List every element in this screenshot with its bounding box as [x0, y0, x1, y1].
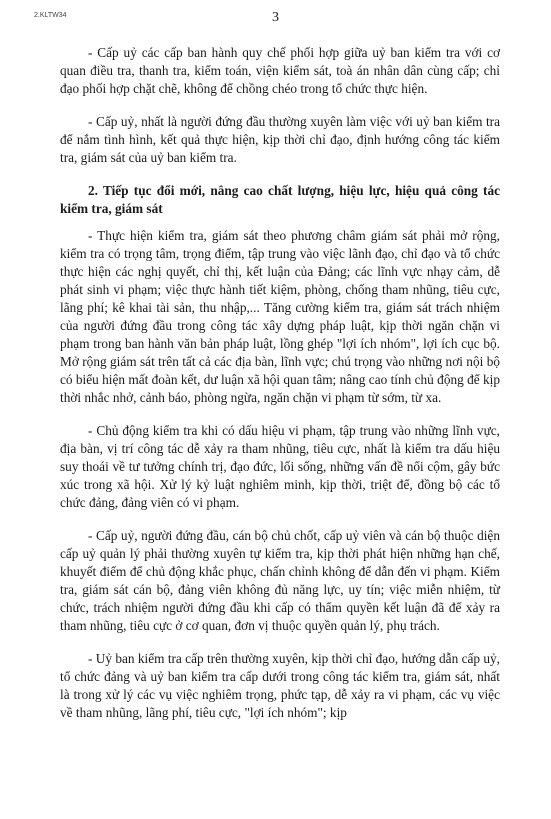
paragraph-proactive-inspection: - Chủ động kiểm tra khi có dấu hiệu vi phạm, tập trung vào những lĩnh vực, địa bàn, vị trí công tác dễ xảy ra tham nhũng, tiêu cực, nhất là kiểm tra dấu hiệu suy thoái về tư tưởng chính trị, đạo đức, lối sống, những vấn đề nổi cộm, gây bức xúc trong xã hội. Xử lý kỷ luật nghiêm minh, kịp thời, triệt để, đồng bộ các tổ chức đảng, đảng viên có vi phạm.: [60, 423, 500, 510]
page-number: 3: [272, 10, 279, 25]
paragraph-self-inspection: - Cấp uỷ, người đứng đầu, cán bộ chủ chốt, cấp uỷ viên và cán bộ thuộc diện cấp uỷ quản lý phải thường xuyên tự kiểm tra, kịp thời phát hiện những hạn chế, khuyết điểm để chủ động khắc phục, chấn chỉnh không để dẫn đến vi phạm. Kiểm tra, giám sát cán bộ, đảng viên không đủ năng lực, uy tín; việc miễn nhiệm, từ chức, trách nhiệm người đứng đầu khi cấp có thẩm quyền kết luận đã để xảy ra tham nhũng, tiêu cực ở cơ quan, đơn vị thuộc quyền quản lý, phụ trách.: [60, 528, 500, 633]
section-heading: 2. Tiếp tục đổi mới, nâng cao chất lượng, hiệu lực, hiệu quả công tác kiểm tra, giám sát: [60, 183, 500, 216]
doc-code: 2.KLTW34: [34, 12, 67, 19]
paragraph-coordination-rules: - Cấp uỷ các cấp ban hành quy chế phối hợp giữa uỷ ban kiểm tra với cơ quan điều tra, thanh tra, kiểm toán, viện kiểm sát, toà án nhân dân cùng cấp; chỉ đạo phối hợp chặt chẽ, không để chồng chéo trong tổ chức thực hiện.: [60, 45, 500, 96]
paragraph-supervision-principle: - Thực hiện kiểm tra, giám sát theo phương châm giám sát phải mở rộng, kiểm tra có trọng tâm, trọng điểm, tập trung vào việc lãnh đạo, chỉ đạo và tổ chức thực hiện các nghị quyết, chỉ thị, kết luận của Đảng; các lĩnh vực nhạy cảm, dễ phát sinh vi phạm; việc thực hành tiết kiệm, phòng, chống tham nhũng, tiêu cực, lãng phí; kê khai tài sản, thu nhập,... Tăng cường kiểm tra, giám sát trách nhiệm của người đứng đầu trong công tác xây dựng pháp luật, kịp thời ngăn chặn vi phạm trong ban hành văn bản pháp luật, lồng ghép "lợi ích nhóm", lợi ích cục bộ. Mở rộng giám sát trên tất cả các địa bàn, lĩnh vực; chú trọng vào những nơi nội bộ có biểu hiện mất đoàn kết, dư luận xã hội quan tâm; nâng cao tính chủ động để kịp thời nhắc nhở, cảnh báo, phòng ngừa, ngăn chặn vi phạm từ sớm, từ xa.: [60, 228, 500, 405]
paragraph-upper-committee: - Uỷ ban kiểm tra cấp trên thường xuyên, kịp thời chỉ đạo, hướng dẫn cấp uỷ, tổ chức đảng và uỷ ban kiểm tra cấp dưới trong công tác kiểm tra, giám sát, nhất là trong xử lý các vụ việc nghiêm trọng, phức tạp, dễ xảy ra vi phạm, các vụ việc về tham nhũng, lãng phí, tiêu cực, "lợi ích nhóm"; kịp: [60, 651, 500, 720]
document-body: [60, 44, 500, 737]
paragraph-leader-work: - Cấp uỷ, nhất là người đứng đầu thường xuyên làm việc với uỷ ban kiểm tra để nắm tình hình, kết quả thực hiện, kịp thời chỉ đạo, định hướng công tác kiểm tra, giám sát của uỷ ban kiểm tra.: [60, 114, 500, 165]
